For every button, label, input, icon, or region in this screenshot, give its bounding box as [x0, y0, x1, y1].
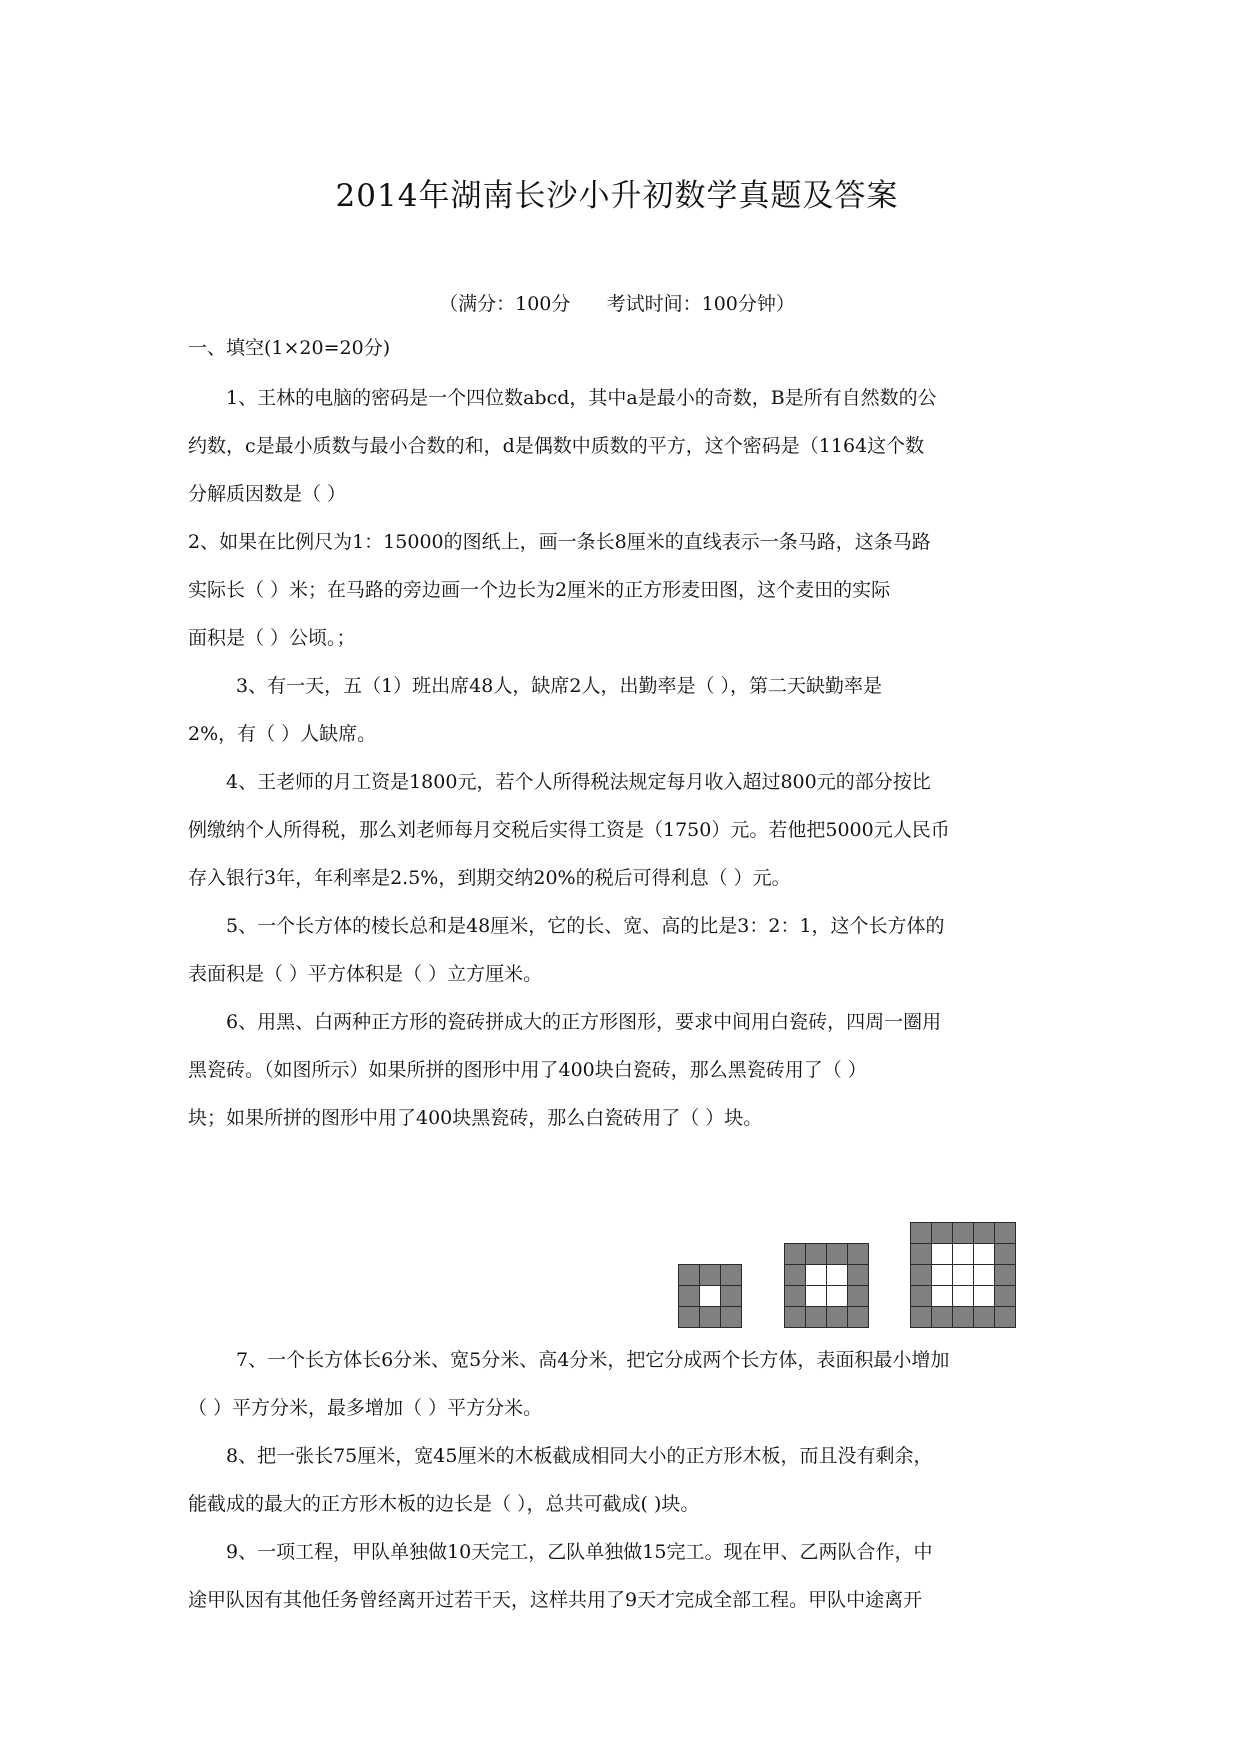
- q7-line-1: 7、一个长方体长6分米、宽5分米、高4分米，把它分成两个长方体，表面积最小增加: [236, 1349, 950, 1371]
- questions: [188, 374, 1050, 1624]
- q1-line-1: 1、王林的电脑的密码是一个四位数abcd，其中a是最小的奇数，B是所有自然数的公: [226, 387, 937, 409]
- tile-figures: [188, 1232, 1050, 1336]
- section-heading-fill-in: 一、填空(1×20=20分): [188, 337, 391, 359]
- q4-line-3: 存入银行3年，年利率是2.5%，到期交纳20%的税后可得利息（ ）元。: [188, 867, 791, 889]
- q5-line-1: 5、一个长方体的棱长总和是48厘米，它的长、宽、高的比是3：2：1，这个长方体的: [226, 915, 945, 937]
- q9-line-2: 途甲队因有其他任务曾经离开过若干天，这样共用了9天才完成全部工程。甲队中途离开: [188, 1589, 923, 1611]
- q8-line-1: 8、把一张长75厘米，宽45厘米的木板截成相同大小的正方形木板，而且没有剩余，: [226, 1445, 933, 1467]
- exam-info: （满分：100分 考试时间：100分钟）: [439, 293, 795, 315]
- q4-line-1: 4、王老师的月工资是1800元，若个人所得税法规定每月收入超过800元的部分按比: [226, 771, 931, 793]
- q1-line-2: 约数，c是最小质数与最小合数的和，d是偶数中质数的平方，这个密码是（1164这个数: [188, 435, 925, 457]
- q2-line-1: 2、如果在比例尺为1：15000的图纸上，画一条长8厘米的直线表示一条马路，这条马路: [188, 531, 931, 553]
- q1-line-3: 分解质因数是（ ）: [188, 483, 347, 505]
- tile-figure-5x5: [910, 1222, 1016, 1328]
- q2-line-3: 面积是（ ）公顷。；: [188, 627, 356, 649]
- q3-line-2: 2%，有（ ）人缺席。: [188, 723, 377, 745]
- page-title: 2014年湖南长沙小升初数学真题及答案: [335, 178, 899, 214]
- tile-figure-3x3: [678, 1264, 742, 1328]
- q9-line-1: 9、一项工程，甲队单独做10天完工，乙队单独做15完工。现在甲、乙两队合作，中: [226, 1541, 933, 1563]
- q3-line-1: 3、有一天，五（1）班出席48人，缺席2人，出勤率是（ ），第二天缺勤率是: [236, 675, 882, 697]
- q7-line-2: （ ）平方分米，最多增加（ ）平方分米。: [188, 1397, 543, 1419]
- q6-line-1: 6、用黑、白两种正方形的瓷砖拼成大的正方形图形，要求中间用白瓷砖，四周一圈用: [226, 1011, 942, 1033]
- q4-line-2: 例缴纳个人所得税，那么刘老师每月交税后实得工资是（1750）元。若他把5000元人民币: [188, 819, 950, 841]
- q6-line-3: 块；如果所拼的图形中用了400块黑瓷砖，那么白瓷砖用了（ ）块。: [188, 1107, 763, 1129]
- q5-line-2: 表面积是（ ）平方体积是（ ）立方厘米。: [188, 963, 543, 985]
- q8-line-2: 能截成的最大的正方形木板的边长是（ ），总共可截成( )块。: [188, 1493, 700, 1515]
- q6-line-2: 黑瓷砖。（如图所示）如果所拼的图形中用了400块白瓷砖，那么黑瓷砖用了（ ）: [188, 1059, 867, 1081]
- tile-figure-4x4: [784, 1243, 869, 1328]
- q2-line-2: 实际长（ ）米；在马路的旁边画一个边长为2厘米的正方形麦田图，这个麦田的实际: [188, 579, 891, 601]
